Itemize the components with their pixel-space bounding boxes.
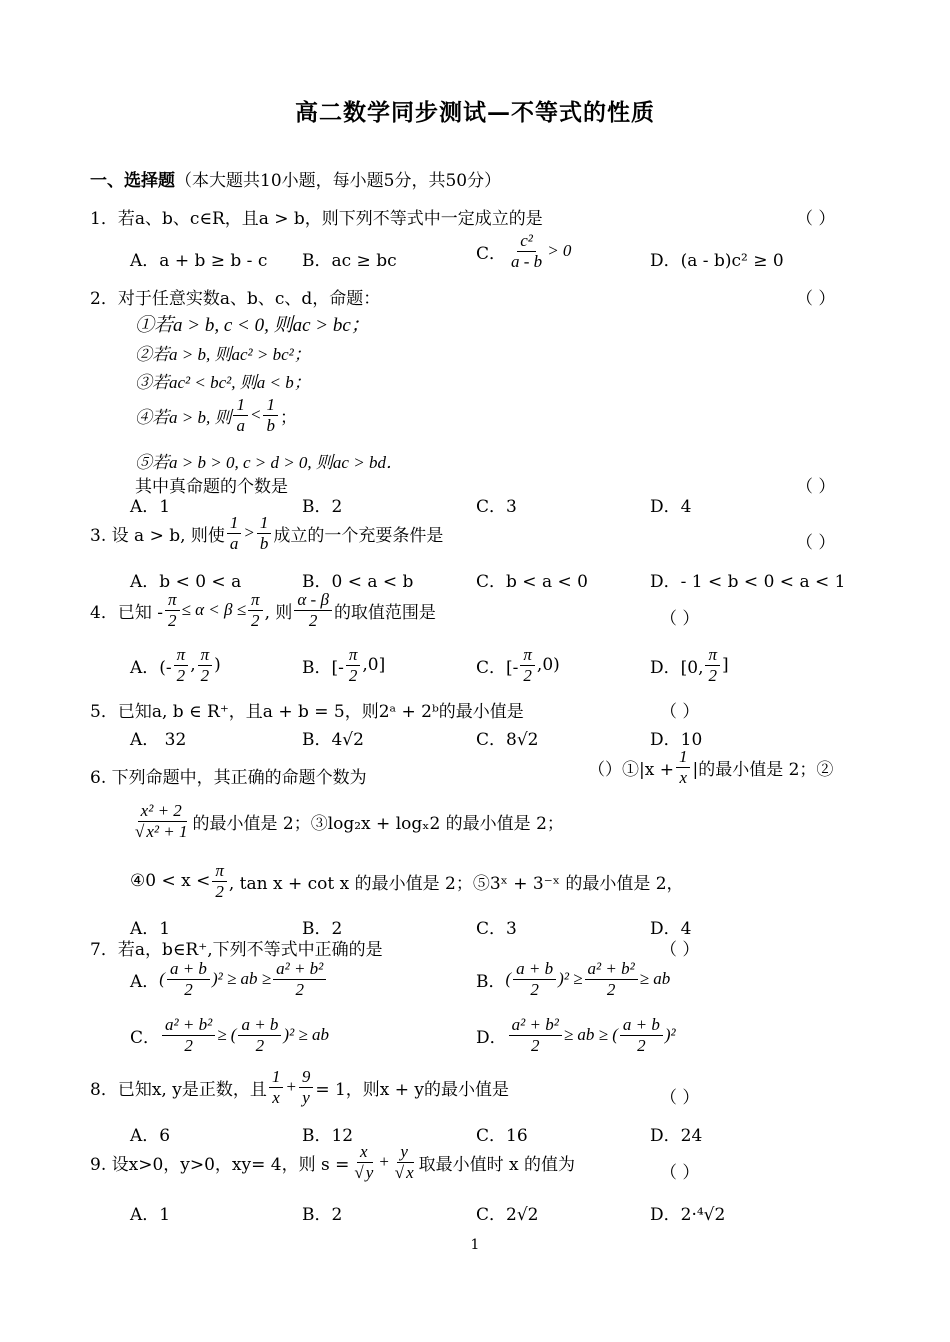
q1-stem: 1．若a、b、c∈R，且a > b，则下列不等式中一定成立的是 xyxy=(90,209,543,229)
q3-stem: 3. 设 a > b, 则使 $\frac{1}{a}$ > $\frac{1}{b}$ 成立的一个充要条件是 xyxy=(90,513,444,553)
q8-option-c: C．16 xyxy=(476,1126,528,1146)
q3-option-a: A．b < 0 < a xyxy=(130,572,242,592)
q1-option-b: B．ac ≥ bc xyxy=(302,251,397,271)
q9-option-b: B．2 xyxy=(302,1205,343,1225)
q5-option-a: A． 32 xyxy=(130,730,187,750)
q9-stem: 9. 设x>0，y>0，xy= 4，则 s = $\frac{x}{√ y}$ + $\frac{y}{√ x}$ 取最小值时 x 的值为 xyxy=(90,1142,576,1182)
q8-option-d: D．24 xyxy=(650,1126,703,1146)
q5-stem: 5．已知a, b ∈ R⁺，且a + b = 5，则2ᵃ + 2ᵇ的最小值是 xyxy=(90,702,524,722)
q6-option-d: D．4 xyxy=(650,919,692,939)
q4-option-b: B．[- $\frac{\pi}{2}$ ,0] xyxy=(302,645,386,685)
q2-option-a: A．1 xyxy=(130,497,171,517)
q7-stem: 7．若a，b∈R⁺,下列不等式中正确的是 xyxy=(90,940,383,960)
q4-option-a: A．(- $\frac{\pi}{2}$ , $\frac{\pi}{2}$ ) xyxy=(130,645,221,685)
q6-statement-2-3: $\frac{\text{x² + 2}}{\text{√ x² + 1}}$ 的最小值是 2；③log₂x + logₓ2 的最小值是 2； xyxy=(135,801,564,841)
q9-option-c: C．2√2 xyxy=(476,1205,539,1225)
q5-answer-paren: （ ） xyxy=(660,702,700,722)
q2-option-c: C．3 xyxy=(476,497,517,517)
q2-stem: 2．对于任意实数a、b、c、d，命题： xyxy=(90,289,381,309)
q2-statement-2: ②若a > b, 则ac² > bc²； xyxy=(135,345,311,364)
q6-stem: 6. 下列命题中，其正确的命题个数为 xyxy=(90,768,367,788)
q6-statement-1: （ ）①|x + $\frac{1}{x}$ |的最小值是 2；② xyxy=(588,747,834,787)
q2-tail: 其中真命题的个数是 xyxy=(135,477,288,497)
q2-statement-3: ③若ac² < bc², 则a < b； xyxy=(135,373,311,392)
q3-option-c: C．b < a < 0 xyxy=(476,572,588,592)
q4-option-c: C．[- $\frac{\pi}{2}$ ,0) xyxy=(476,645,560,685)
page-title: 高二数学同步测试—不等式的性质 xyxy=(295,99,655,126)
q2-statement-4: ④若a > b, 则 $\frac{1}{a}$ < $\frac{1}{b}$ ； xyxy=(135,395,297,435)
q3-answer-paren: （ ） xyxy=(796,533,836,553)
q9-answer-paren: （ ） xyxy=(660,1163,700,1183)
q2-option-b: B．2 xyxy=(302,497,343,517)
q3-option-d: D．- 1 < b < 0 < a < 1 xyxy=(650,572,846,592)
q9-option-a: A．1 xyxy=(130,1205,171,1225)
q7-answer-paren: （ ） xyxy=(660,940,700,960)
q2-statement-5: ⑤若a > b > 0, c > d > 0, 则ac > bd． xyxy=(135,453,403,472)
q9-option-d: D．2·⁴√2 xyxy=(650,1205,726,1225)
q8-stem: 8．已知x, y是正数，且 $\frac{1}{x}$ + $\frac{9}{y}$ = 1，则x + y的最小值是 xyxy=(90,1067,510,1107)
q6-statement-4-5: ④0 < x < $\frac{\pi}{2}$ , tan x + cot x 的最小值是 2；⑤3ˣ + 3⁻ˣ 的最小值是 2， xyxy=(130,861,684,901)
q5-option-c: C．8√2 xyxy=(476,730,539,750)
q7-option-a: A． ( $\frac{a + b}{2}$ )² ≥ ab ≥ $\frac{\text{a² + b²}}{2}$ xyxy=(130,960,328,999)
q2-statement-1: ①若a > b, c < 0, 则ac > bc； xyxy=(135,315,370,336)
q6-option-c: C．3 xyxy=(476,919,517,939)
q8-option-a: A．6 xyxy=(130,1126,171,1146)
q5-option-d: D．10 xyxy=(650,730,703,750)
q8-answer-paren: （ ） xyxy=(660,1088,700,1108)
q1-option-d: D．(a - b)c² ≥ 0 xyxy=(650,251,784,271)
q6-option-a: A．1 xyxy=(130,919,171,939)
q4-stem: 4．已知 - $\frac{\pi}{2}$ ≤ α < β ≤ $\frac{\pi}{2}$ , 则 $\frac{\alpha - \beta}{2}$ 的取值范围是 xyxy=(90,590,436,630)
q1-answer-paren: （ ） xyxy=(796,209,836,229)
page-number: 1 xyxy=(470,1237,480,1253)
q2-tail-paren: （ ） xyxy=(796,477,836,497)
q7-option-d: D． $\frac{\text{a² + b²}}{2}$ ≥ ab ≥ ( $\frac{a + b}{2}$ )² xyxy=(476,1015,676,1055)
q3-option-b: B．0 < a < b xyxy=(302,572,414,592)
q2-answer-paren: （ ） xyxy=(796,289,836,309)
q2-option-d: D．4 xyxy=(650,497,692,517)
q7-option-b: B． ( $\frac{a + b}{2}$ )² ≥ $\frac{\text{a² + b²}}{2}$ ≥ ab xyxy=(476,959,671,999)
section-heading: 一、选择题（本大题共10小题，每小题5分，共50分） xyxy=(90,171,502,191)
q1-option-a: A．a + b ≥ b - c xyxy=(130,251,268,271)
q6-option-b: B．2 xyxy=(302,919,343,939)
q1-option-c: C． $\frac{\text{c²}}{a - b}$ > 0 xyxy=(476,231,572,271)
q4-answer-paren: （ ） xyxy=(660,609,700,629)
q4-option-d: D．[0, $\frac{\pi}{2}$ ] xyxy=(650,645,729,685)
q8-option-b: B．12 xyxy=(302,1126,354,1146)
q5-option-b: B．4√2 xyxy=(302,730,364,750)
q7-option-c: C． $\frac{\text{a² + b²}}{2}$ ≥ ( $\frac{a + b}{2}$ )² ≥ ab xyxy=(130,1015,330,1055)
